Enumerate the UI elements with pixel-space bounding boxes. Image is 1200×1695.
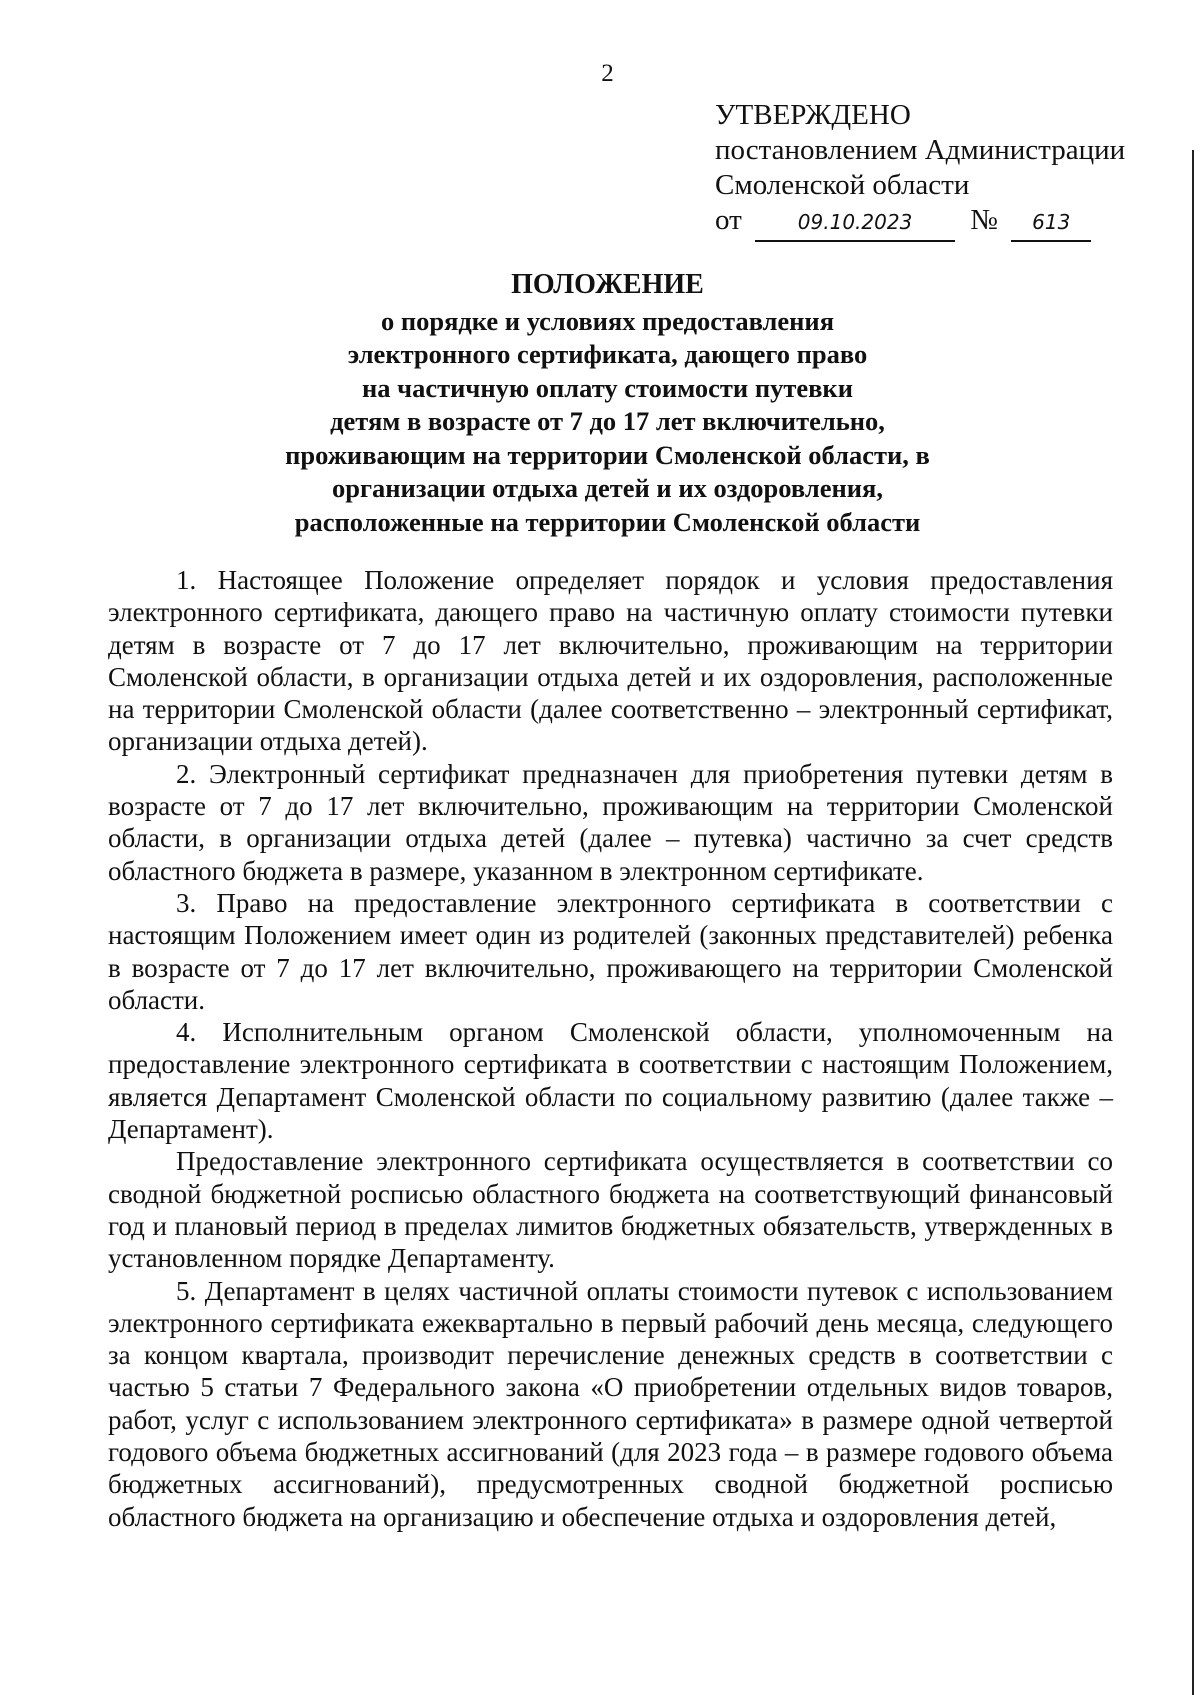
- approval-block: [715, 98, 1135, 242]
- title-line: проживающим на территории Смоленской области, в: [285, 439, 930, 470]
- paragraph-1: 1. Настоящее Положение определяет порядок и условия предоставления электронного сертификата, дающего право на частичную оплату стоимости путевки детям в возрасте от 7 до 17 лет включительно, проживающим на территории Смоленской области, в организации отдыха детей и их оздоровления, расположенные на территории Смоленской области (далее соответственно – электронный сертификат, организации отдыха детей).: [108, 565, 1113, 757]
- from-label: от: [715, 204, 742, 236]
- number-label: №: [970, 204, 998, 236]
- approval-line: постановлением Администрации: [715, 134, 1126, 166]
- scan-edge-line: [1192, 150, 1194, 1695]
- approval-heading: УТВЕРЖДЕНО: [715, 99, 911, 131]
- paragraph-3: 3. Право на предоставление электронного сертификата в соответствии с настоящим Положением имеет один из родителей (законных представителей) ребенка в возрасте от 7 до 17 лет включительно, проживающего на территории Смоленской области.: [108, 887, 1113, 1015]
- handwritten-number: 613: [1011, 205, 1091, 242]
- paragraph-4: 4. Исполнительным органом Смоленской области, уполномоченным на предоставление электронного сертификата в соответствии с настоящим Положением, является Департамент Смоленской области по социальному развитию (далее также – Департамент).: [108, 1017, 1113, 1145]
- page-number: 2: [601, 60, 614, 87]
- title-line: о порядке и условиях предоставления: [380, 305, 835, 336]
- paragraph-4-continued: Предоставление электронного сертификата осуществляется в соответствии со сводной бюджетной росписью областного бюджета на соответствующий финансовый год и плановый период в пределах лимитов бюджетных обязательств, утвержденных в установленном порядке Департаменту.: [108, 1146, 1113, 1274]
- paragraph-2: 2. Электронный сертификат предназначен для приобретения путевки детям в возрасте от 7 до 17 лет включительно, проживающим на территории Смоленской области, в организации отдыха детей (далее – путевка) частично за счет средств областного бюджета в размере, указанном в электронном сертификате.: [108, 758, 1113, 886]
- paragraph-5: 5. Департамент в целях частичной оплаты стоимости путевок с использованием электронного сертификата ежеквартально в первый рабочий день месяца, следующего за концом квартала, производит перечисление денежных средств в соответствии с частью 5 статьи 7 Федерального закона «О приобретении отдельных видов товаров, работ, услуг с использованием электронного сертификата» в размере одной четвертой годового объема бюджетных ассигнований (для 2023 года – в размере годового объема бюджетных ассигнований), предусмотренных сводной бюджетной росписью областного бюджета на организацию и обеспечение отдыха и оздоровления детей,: [108, 1275, 1113, 1532]
- approval-line: Смоленской области: [715, 169, 970, 201]
- document-body: [108, 564, 1113, 1533]
- title-main: ПОЛОЖЕНИЕ: [511, 269, 704, 300]
- title-line: электронного сертификата, дающего право: [347, 339, 868, 369]
- approval-date-line: [715, 203, 1135, 242]
- title-line: детям в возрасте от 7 до 17 лет включительно,: [330, 406, 885, 436]
- handwritten-date: 09.10.2023: [755, 205, 955, 242]
- title-line: на частичную оплату стоимости путевки: [362, 372, 853, 403]
- document-title: [100, 268, 1115, 539]
- title-line: расположенные на территории Смоленской области: [294, 506, 921, 537]
- title-line: организации отдыха детей и их оздоровления,: [332, 473, 883, 503]
